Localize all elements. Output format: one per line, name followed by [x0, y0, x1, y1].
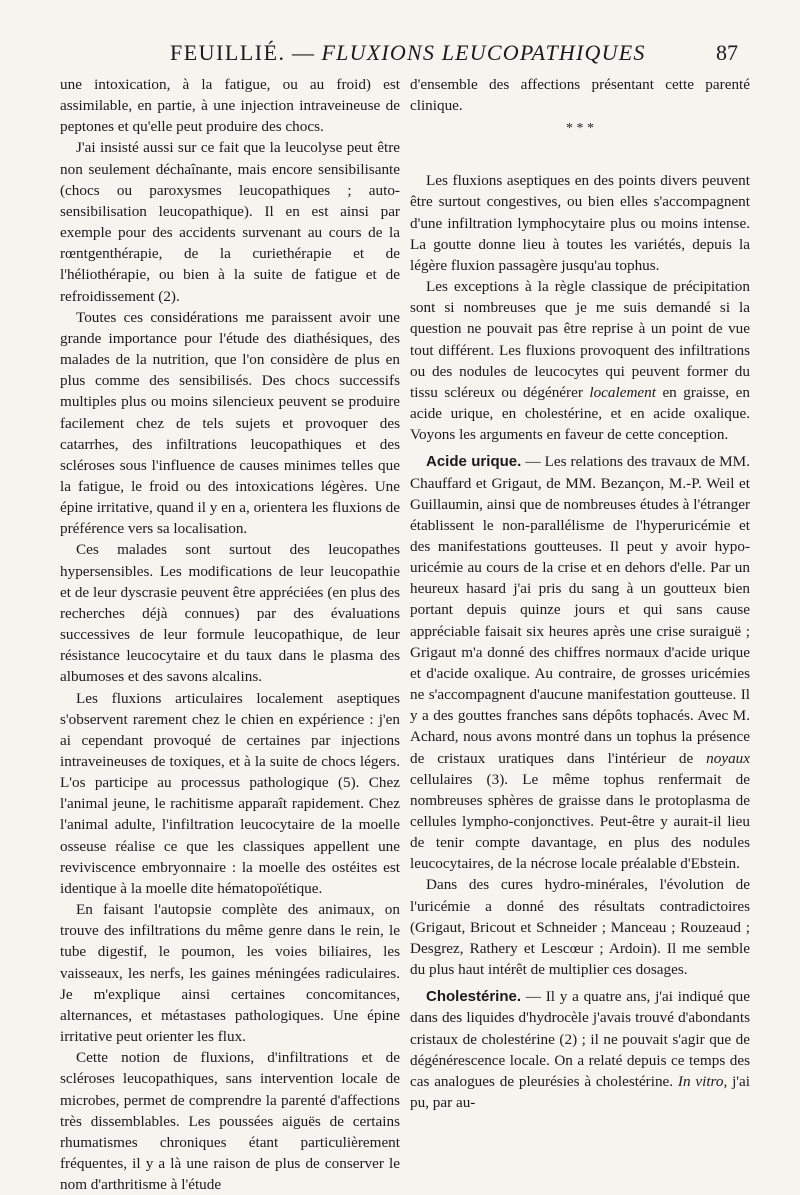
paragraph: J'ai insisté aussi sur ce fait que la leucolyse peut être non seulement déchaînante, mais encore sensibilisante (chocs ou paroxysmes leucopathiques ; auto-sensibilisation leucopathique). Il en est ainsi par exemple pour des accidents survenant au cours de la rœntgenthérapie, de la curiethérapie et de l'héliothérapie, ou bien à la suite de fatigue et de refroidissement (2). [60, 139, 400, 305]
paragraph: Toutes ces considérations me paraissent avoir une grande importance pour l'étude des diathésiques, des malades de la nutrition, que l'on considère de plus en plus comme des sensibilisés. Des chocs successifs multiples plus ou moins silencieux peuvent se produire facilement chez de tels sujets et provoquer des catarrhes, des infiltrations leucopathiques et des scléroses sous l'influence de causes minimes telles que la fatigue, le froid ou des intoxications légères. Une épine irritative, quand il y en a, orientera les fluxions de préférence vers sa localisation. [60, 308, 400, 538]
section-heading-acide-urique: Acide urique. [426, 453, 522, 471]
running-title-dash: — [285, 40, 322, 65]
page-number: 87 [716, 40, 738, 65]
running-title-author: FEUILLIÉ. [170, 40, 286, 65]
paragraph: d'ensemble des affections présentant cette parenté clinique. [410, 76, 750, 115]
paragraph: En faisant l'autopsie complète des animaux, on trouve des infiltrations du même genre dans le rein, le tube digestif, le poumon, les voies biliaires, les vaisseaux, les nerfs, les gaines méningées radiculaires. Je m'explique ainsi certaines concomitances, alternances, et métastases pathologiques. Une épine irritative peut orienter les flux. [60, 901, 400, 1046]
paragraph: Les fluxions articulaires localement aseptiques s'observent rarement chez le chien en expérience : j'en ai cependant provoqué de certaines par injections intraveineuses de toxiques, et à la suite de chocs légers. L'os participe au processus pathologique (5). Chez l'animal jeune, le rachitisme apparaît rapidement. Chez l'animal adulte, l'infiltration leucocytaire de la moelle osseuse réalise ce que les classiques appellent une reviviscence embryonnaire : la moelle des ostéites est identique à la moelle dite hématopoïétique. [60, 689, 400, 897]
running-title-subject: FLUXIONS LEUCOPATHIQUES [321, 40, 646, 65]
paragraph: Cholestérine. — Il y a quatre ans, j'ai indiqué que dans des liquides d'hydrocèle j'avais trouvé d'abondants cristaux de cholestérine (2) ; il ne pouvait s'agir que de dégénérescence locale. On a relaté depuis ce temps des cas analogues de pleurésies à cholestérine. In vitro, j'ai pu, par au- [410, 988, 750, 1112]
section-separator [410, 122, 750, 160]
paragraph: Les fluxions aseptiques en des points divers peuvent être surtout congestives, ou bien elles s'accompagnent d'une infiltration lymphocytaire plus ou moins intense. La goutte donne lieu à toutes les variétés, depuis la légère fluxion passagère jusqu'au tophus. [410, 172, 750, 274]
paragraph: Acide urique. — Les relations des travaux de MM. Chauffard et Grigaut, de MM. Bezançon, M.-P. Weil et Guillaumin, ainsi que de nombreuses études à l'étranger établissent le non-parallélisme de l'hyperuricémie et des manifestations goutteuses. Il peut y avoir hypo-uricémie au cours de la crise et en dehors d'elle. Par un heureux hasard j'ai pris du sang à un goutteux bien portant depuis quinze jours et qui sans cause appréciable faisait six heures après une crise suraiguë ; Grigaut m'a donné des chiffres normaux d'acide urique et d'acide oxalique. Au contraire, de grosses uricémies ne s'accompagnent d'aucune manifestation goutteuse. Il y a des gouttes franches sans dépôts tophacés. Avec M. Achard, nous avons montré dans un tophus la présence de cristaux uratiques dans l'intérieur de noyaux cellulaires (3). Le même tophus renfermait de nombreuses sphères de graisse dans le protoplasma de cellules lympho-conjonctives. Peut-être y aurait-il lieu de tenir compte davantage, en plus des nodules leucocytaires, de la nécrose locale préalable d'Ebstein. [410, 453, 750, 873]
paragraph: Les exceptions à la règle classique de précipitation sont si nombreuses que je me suis demandé si la question ne pouvait pas être reprise à un point de vue tout différent. Les fluxions provoquent des infiltrations ou des nodules de leucocytes qui peuvent former du tissu scléreux ou dégénérer localement en graisse, en acide urique, en cholestérine, et en acide oxalique. Voyons les arguments en faveur de cette conception. [410, 278, 751, 444]
section-heading-cholesterine: Cholestérine. [426, 988, 522, 1006]
asterism: * * * [566, 121, 594, 137]
right-column [410, 74, 750, 1113]
paragraph: Dans des cures hydro-minérales, l'évolution de l'uricémie a donné des résultats contradictoires (Grigaut, Bricout et Schneider ; Manceau ; Rouzeaud ; Desgrez, Rathery et Lescœur ; Ardoin). Il me semble du plus haut intérêt de multiplier ces dosages. [410, 876, 750, 979]
italic-term: noyaux [706, 749, 750, 767]
paragraph: Ces malades sont surtout des leucopathes hypersensibles. Les modifications de leur leucopathie et de leur dyscrasie peuvent être appréciées (en plus des recherches déjà connues) par des évaluations successives de leur formule leucopathique, de leur résistance leucocytaire et du taux dans le plasma des albumoses et des savons alcalins. [60, 541, 400, 686]
left-column [60, 74, 400, 1195]
paragraph: Cette notion de fluxions, d'infiltrations et de scléroses leucopathiques, sans intervention locale de microbes, permet de comprendre la parenté d'affections très dissemblables. Les poussées aiguës de certains rhumatismes chroniques étant particulièrement fréquentes, il y a là une raison de plus de conserver le nom d'arthritisme à l'étude [60, 1049, 400, 1194]
italic-term: In vitro, [677, 1072, 728, 1090]
paragraph: une intoxication, à la fatigue, ou au froid) est assimilable, en partie, à une injection intraveineuse de peptones et qu'elle peut produire des chocs. [60, 76, 400, 136]
running-title [170, 40, 646, 66]
page-header [58, 40, 738, 72]
italic-term: localement [589, 383, 656, 401]
